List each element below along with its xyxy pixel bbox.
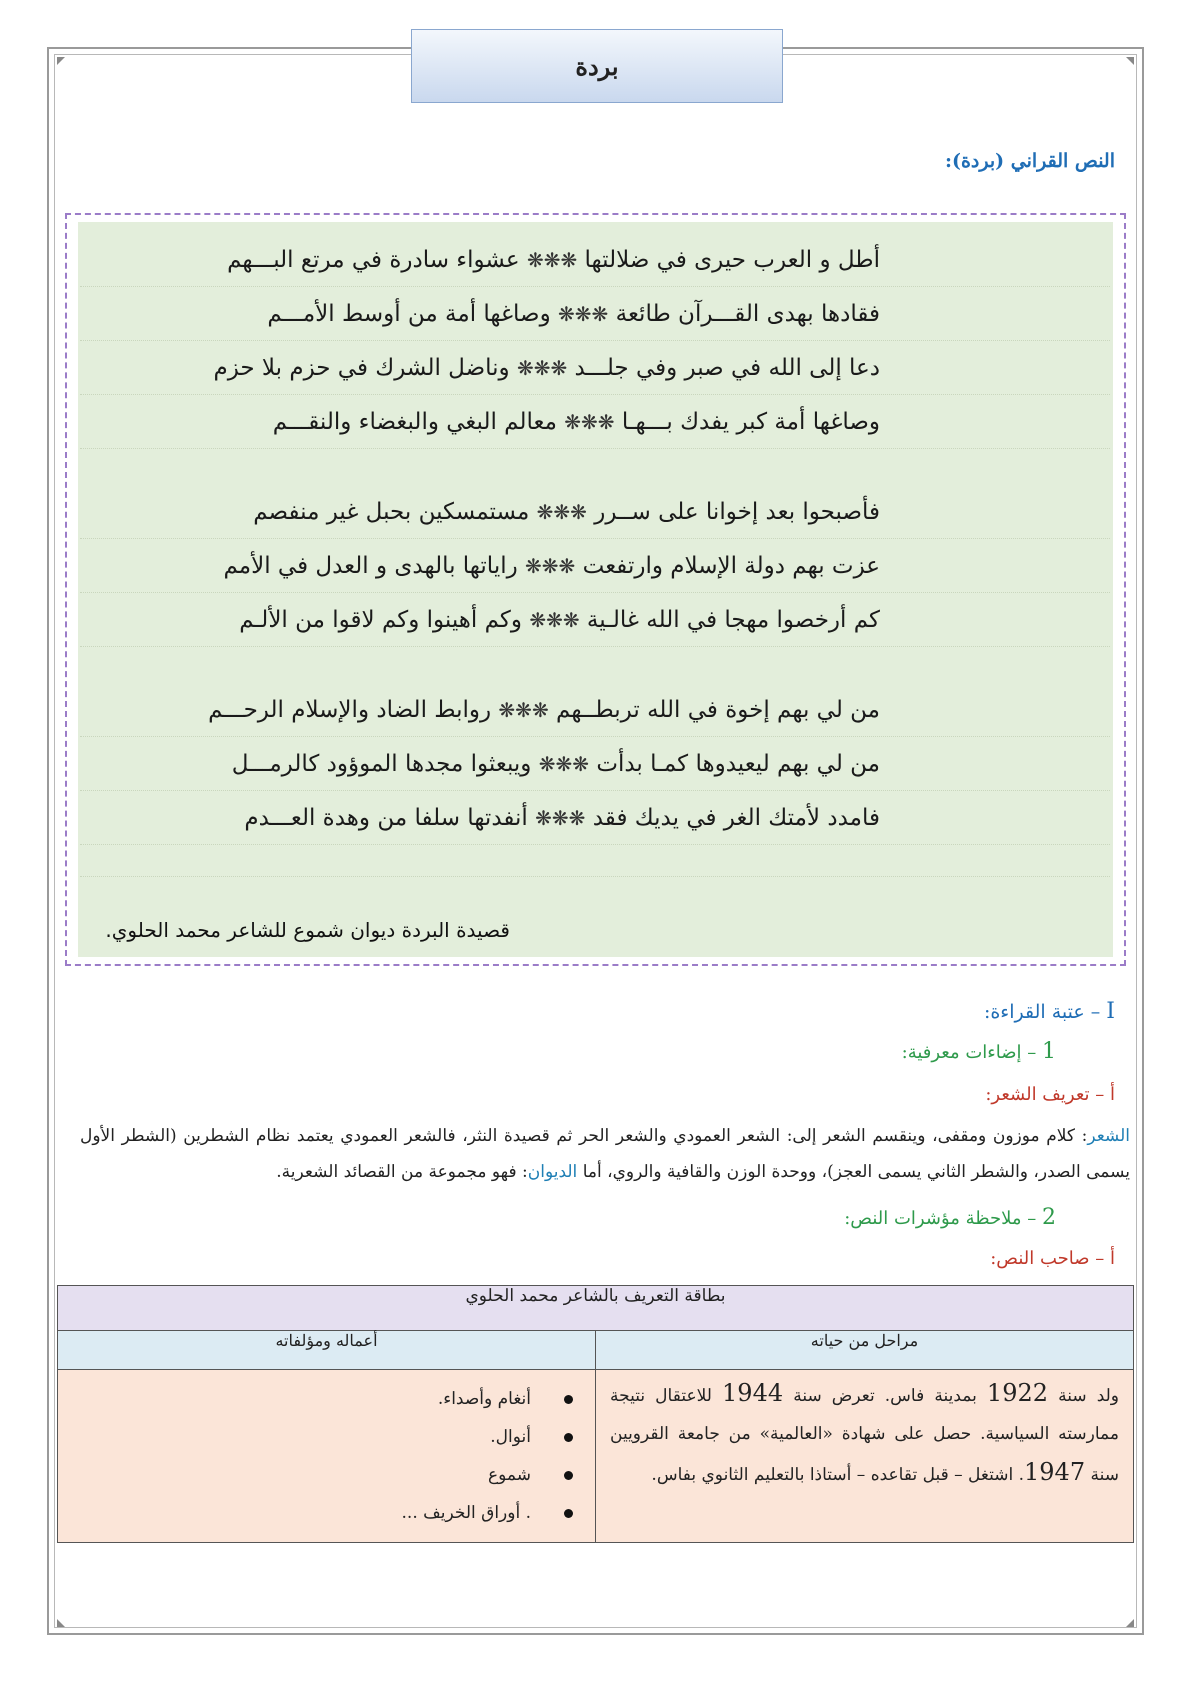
corner-ornament — [57, 57, 65, 65]
column-works-header: أعماله ومؤلفاته — [58, 1331, 596, 1370]
poem-verse — [120, 538, 880, 594]
life-text: للاعتقال نتيجة ممارسته السياسية. حصل على شهادة «العالمية» من جامعة القرويين سنة — [610, 1386, 1119, 1485]
verse-separator: ❋❋❋ — [526, 248, 578, 272]
definition-text: : كلام موزون ومقفى، وينقسم الشعر إلى: الشعر العمودي والشعر الحر ثم قصيدة النثر، فالشعر العمودي يعتمد نظام الشطرين (الشطر الأول يسمى الصدر، والشطر الثاني يسمى العجز)، ووحدة الوزن والقافية والروي، أما — [80, 1126, 1130, 1182]
poem-verse — [120, 286, 880, 342]
poem-verse — [120, 736, 880, 792]
subsection-label: – ملاحظة مؤشرات النص: — [844, 1208, 1037, 1229]
list-item: شموع — [72, 1456, 581, 1494]
subsection-label: – إضاءات معرفية: — [901, 1042, 1037, 1063]
works-list — [72, 1370, 581, 1532]
poetry-definition — [80, 1118, 1130, 1190]
poet-id-card — [57, 1285, 1134, 1543]
subsection-indicators — [844, 1205, 1056, 1230]
subsection-knowledge — [902, 1039, 1056, 1064]
verse-first-hemistich: فامدد لأمتك الغر في يديك فقد — [592, 805, 880, 831]
keyword-poetry: الشعر — [1087, 1126, 1130, 1146]
verse-first-hemistich: كم أرخصوا مهجا في الله غالـية — [586, 607, 880, 633]
life-stages — [596, 1370, 1134, 1543]
birth-year: 1922 — [986, 1379, 1048, 1407]
verse-separator: ❋❋❋ — [564, 410, 615, 434]
verse-first-hemistich: فأصبحوا بعد إخوانا على ســرر — [594, 499, 880, 525]
verse-first-hemistich: فقادها بهدى القـــرآن طائعة — [615, 301, 880, 327]
section-label: – عتبة القراءة: — [983, 1001, 1101, 1023]
poem-verse — [120, 340, 880, 396]
verse-first-hemistich: وصاغها أمة كبر يفدك بـــهـا — [621, 409, 880, 435]
poem-verse — [120, 592, 880, 648]
poem-line-rule — [80, 876, 1110, 877]
verse-second-hemistich: روابط الضاد والإسلام الرحـــم — [208, 697, 492, 723]
verse-second-hemistich: ويبعثوا مجدها الموؤود كالرمـــل — [231, 751, 532, 777]
verse-first-hemistich: عزت بهم دولة الإسلام وارتفعت — [582, 553, 880, 579]
subsection-number: 2 — [1042, 1205, 1056, 1230]
verse-first-hemistich: أطل و العرب حيرى في ضلالتها — [584, 247, 880, 273]
subsection-number: 1 — [1042, 1039, 1056, 1064]
corner-ornament — [1126, 57, 1134, 65]
poem-source: قصيدة البردة ديوان شموع للشاعر محمد الحلوي. — [105, 918, 510, 942]
life-text: بمدينة فاس. تعرض سنة — [783, 1386, 987, 1406]
verse-first-hemistich: من لي بهم إخوة في الله تربطــهم — [556, 697, 880, 723]
poetry-definition-heading: أ – تعريف الشعر: — [985, 1084, 1115, 1105]
poem-verse — [120, 790, 880, 846]
list-item: أنغام وأصداء. — [72, 1380, 581, 1418]
list-item: . أوراق الخريف ... — [72, 1494, 581, 1532]
verse-second-hemistich: وكم أهينوا وكم لاقوا من الألـم — [239, 607, 522, 633]
verse-second-hemistich: أنفدتها سلفا من وهدة العـــدم — [244, 805, 528, 831]
verse-second-hemistich: وناضل الشرك في حزم بلا حزم — [213, 355, 510, 381]
works-cell — [58, 1370, 596, 1543]
verse-second-hemistich: وصاغها أمة من أوسط الأمـــم — [267, 301, 551, 327]
life-text: . اشتغل – قبل تقاعده – أستاذا بالتعليم الثانوي بفاس. — [651, 1465, 1025, 1485]
column-life-header: مراحل من حياته — [596, 1331, 1134, 1370]
verse-second-hemistich: عشواء سادرة في مرتع البـــهم — [227, 247, 520, 273]
poem-verse — [120, 484, 880, 540]
verse-second-hemistich: مستمسكين بحبل غير منفصم — [253, 499, 530, 525]
poem-verse — [120, 232, 880, 288]
life-text: ولد سنة — [1048, 1386, 1120, 1406]
verse-second-hemistich: راياتها بالهدى و العدل في الأمم — [223, 553, 518, 579]
definition-text-end: : فهو مجموعة من القصائد الشعرية. — [276, 1162, 528, 1182]
verse-second-hemistich: معالم البغي والبغضاء والنقـــم — [272, 409, 557, 435]
author-heading: أ – صاحب النص: — [990, 1248, 1115, 1269]
page-title: بردة — [411, 29, 783, 103]
section-reading-threshold — [984, 999, 1115, 1024]
verse-separator: ❋❋❋ — [525, 554, 576, 578]
verse-separator: ❋❋❋ — [558, 302, 609, 326]
poem-verse — [120, 394, 880, 450]
verse-separator: ❋❋❋ — [529, 608, 580, 632]
card-title: بطاقة التعريف بالشاعر محمد الحلوي — [58, 1286, 1134, 1331]
verse-separator: ❋❋❋ — [498, 698, 549, 722]
verse-separator: ❋❋❋ — [538, 752, 589, 776]
verse-separator: ❋❋❋ — [535, 806, 586, 830]
arrest-year: 1944 — [722, 1379, 784, 1407]
keyword-diwan: الديوان — [527, 1162, 578, 1182]
verse-separator: ❋❋❋ — [516, 356, 568, 380]
section-number: I — [1106, 999, 1115, 1024]
quranic-text-heading: النص القراني (بردة): — [944, 150, 1115, 172]
poem-verse — [120, 682, 880, 738]
verse-first-hemistich: من لي بهم ليعيدوها كمـا بدأت — [596, 751, 880, 777]
verse-first-hemistich: دعا إلى الله في صبر وفي جلـــد — [574, 355, 880, 381]
corner-ornament — [57, 1619, 65, 1627]
list-item: أنوال. — [72, 1418, 581, 1456]
verse-separator: ❋❋❋ — [536, 500, 587, 524]
degree-year: 1947 — [1024, 1458, 1086, 1486]
corner-ornament — [1126, 1619, 1134, 1627]
